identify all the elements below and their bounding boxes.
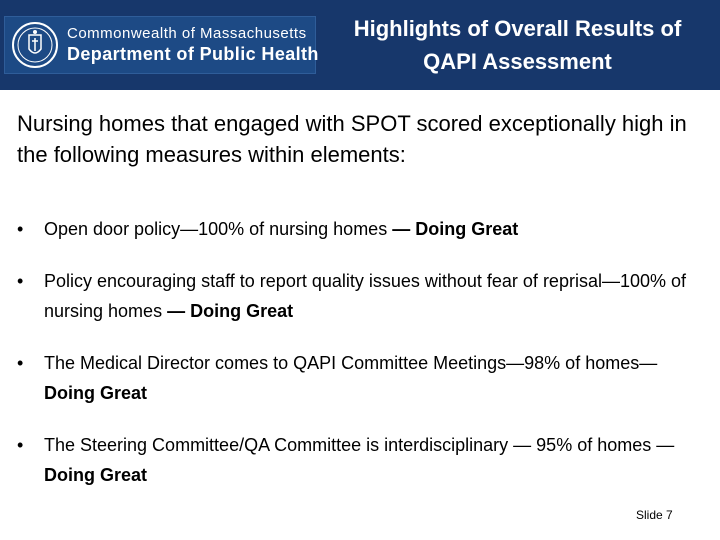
bullet-icon: •	[17, 435, 24, 455]
results-list	[17, 214, 707, 512]
header-banner	[0, 0, 720, 90]
bullet-icon: •	[17, 271, 24, 291]
bullet-text: The Steering Committee/QA Committee is interdisciplinary — 95% of homes —	[44, 435, 675, 455]
slide-title-line-2: QAPI Assessment	[423, 49, 612, 74]
logo-department-text: Department of Public Health	[67, 44, 319, 64]
slide-title-line-1: Highlights of Overall Results of	[353, 16, 682, 41]
slide-number: Slide 7	[636, 508, 673, 522]
bullet-rating: — Doing Great	[392, 219, 519, 239]
list-item	[17, 214, 707, 244]
bullet-rating: Doing Great	[44, 383, 148, 403]
bullet-text: Open door policy—100% of nursing homes	[44, 219, 393, 239]
intro-paragraph: Nursing homes that engaged with SPOT scored exceptionally high in the following measures within elements:	[17, 111, 687, 167]
logo-commonwealth-text: Commonwealth of Massachusetts	[67, 25, 307, 42]
list-item	[17, 430, 707, 490]
bullet-rating: — Doing Great	[167, 301, 294, 321]
dph-logo	[4, 16, 319, 74]
slide-title	[330, 12, 705, 78]
bullet-icon: •	[17, 219, 24, 239]
list-item	[17, 348, 707, 408]
state-seal-icon	[11, 21, 59, 69]
bullet-text: The Medical Director comes to QAPI Committee Meetings—98% of homes—	[44, 353, 658, 373]
bullet-rating: Doing Great	[44, 465, 148, 485]
bullet-icon: •	[17, 353, 24, 373]
list-item	[17, 266, 707, 326]
bullet-text: Policy encouraging staff to report quality issues without fear of reprisal—100% of nursing homes	[44, 271, 687, 321]
